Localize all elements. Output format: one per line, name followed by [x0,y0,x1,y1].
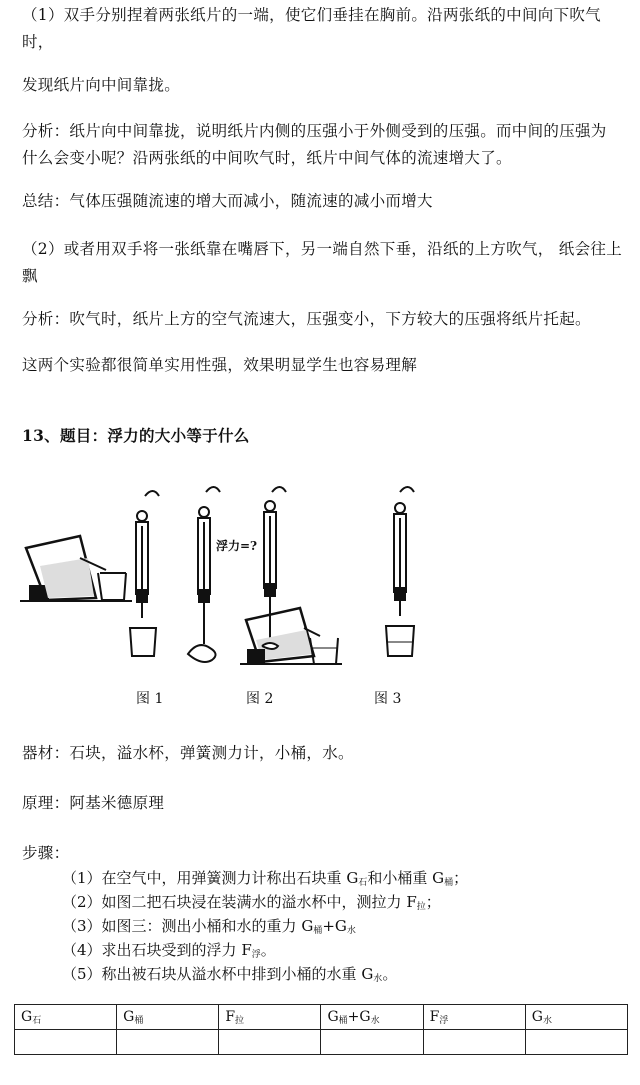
hand-icon [145,491,159,496]
table-cell[interactable] [423,1030,525,1055]
steps-label: 步骤： [22,844,70,862]
table-header-cell: $G_桶+G_水$ [321,1005,423,1030]
table-header-row [15,1005,628,1030]
principle: 原理：阿基米德原理 [22,794,165,812]
step-5: （5）称出被石块从溢水杯中排到小桶的水重 $G_水$。 [62,965,398,984]
table-header-cell: $G_桶$ [117,1005,219,1030]
experiment-figure [20,478,460,678]
table-cell[interactable] [525,1030,627,1055]
bucket-1 [130,628,156,656]
table-header-cell: $G_水$ [525,1005,627,1030]
table-header-cell: $F_浮$ [423,1005,525,1030]
small-bucket [98,573,126,600]
paragraph-3: 分析：纸片向中间靠拢，说明纸片内侧的压强小于外侧受到的压强。而中间的压强为什么会变小呢？沿两张纸的中间吹气时，纸片中间气体的流速增大了。 [22,122,607,167]
step-1: （1）在空气中，用弹簧测力计称出石块重 $G_石$和小桶重 $G_桶$； [62,869,469,888]
paragraph-1: （1）双手分别捏着两张纸片的一端，使它们垂挂在胸前。沿两张纸的中间向下吹气时， [22,6,601,51]
paragraph-5: （2）或者用双手将一张纸靠在嘴唇下，另一端自然下垂，沿纸的上方吹气， 纸会往上飘 [22,240,622,285]
buoyancy-label: 浮力=? [216,539,258,553]
paragraph-4: 总结：气体压强随流速的增大而减小，随流速的减小而增大 [22,192,433,210]
step-3: （3）如图三：测出小桶和水的重力 $G_桶+G_水$ [62,917,356,936]
results-table [14,1004,628,1055]
table-cell[interactable] [117,1030,219,1055]
table-header-cell: $G_石$ [15,1005,117,1030]
paragraph-2: 发现纸片向中间靠拢。 [22,76,181,94]
section-title: 13、题目：浮力的大小等于什么 [22,426,250,445]
caption-fig-1: 图 1 [136,691,164,707]
table-row [15,1030,628,1055]
step-2: （2）如图二把石块浸在装满水的溢水杯中，测拉力 $F_拉$； [62,893,441,912]
bucket-water [386,626,414,656]
table-cell[interactable] [321,1030,423,1055]
stone [188,645,216,662]
step-4: （4）求出石块受到的浮力 $F_浮$。 [62,941,276,960]
paragraph-7: 这两个实验都很简单实用性强，效果明显学生也容易理解 [22,356,418,374]
table-header-cell: $F_拉$ [219,1005,321,1030]
caption-fig-2: 图 2 [246,691,274,707]
caption-fig-3: 图 3 [374,691,402,707]
materials: 器材：石块，溢水杯，弹簧测力计，小桶，水。 [22,744,354,762]
table-cell[interactable] [15,1030,117,1055]
paragraph-6: 分析：吹气时，纸片上方的空气流速大，压强变小，下方较大的压强将纸片托起。 [22,310,591,328]
table-cell[interactable] [219,1030,321,1055]
